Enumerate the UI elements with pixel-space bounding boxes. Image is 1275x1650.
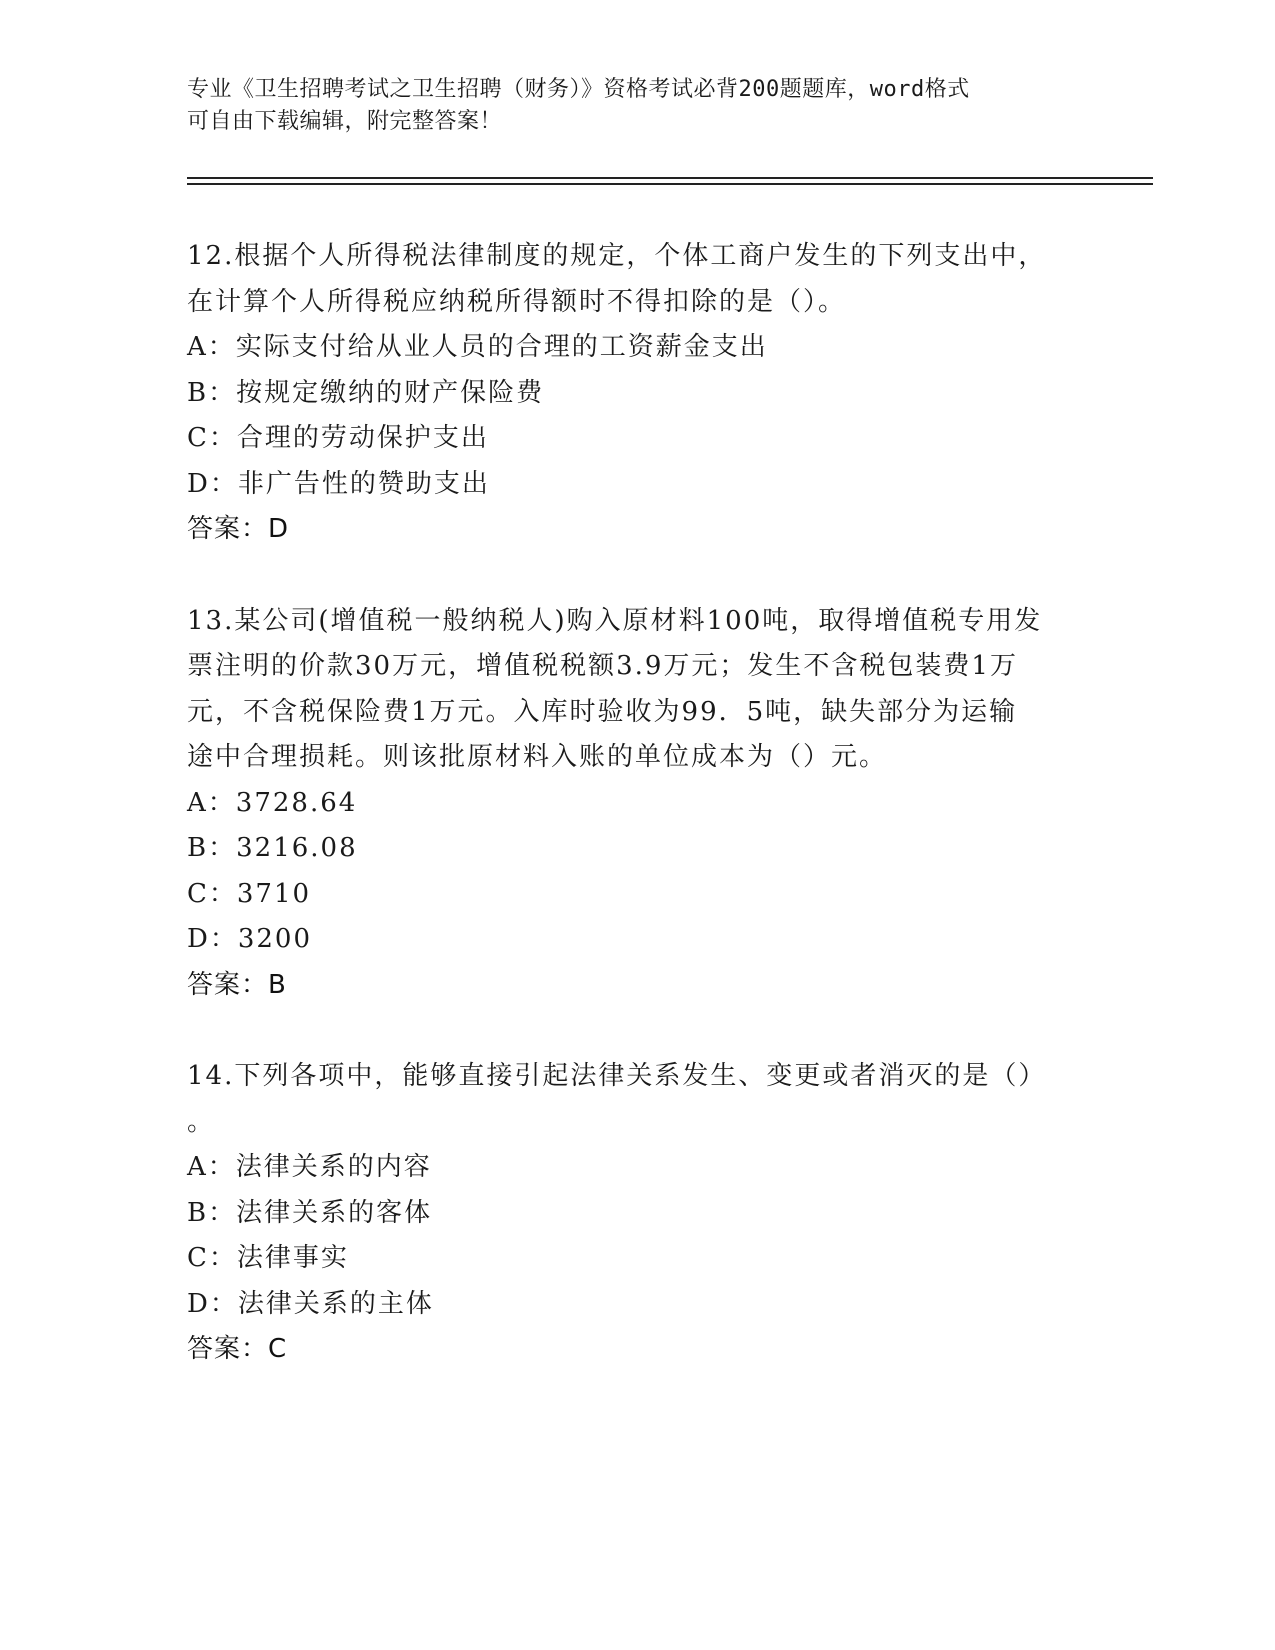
option-c: C：法律事实 bbox=[187, 1243, 349, 1273]
question-13 bbox=[187, 599, 1087, 1009]
header-divider-top bbox=[187, 177, 1153, 179]
question-12 bbox=[187, 234, 1087, 553]
option-a: A：法律关系的内容 bbox=[187, 1152, 432, 1182]
option-a: A：实际支付给从业人员的合理的工资薪金支出 bbox=[187, 332, 768, 362]
question-stem: 途中合理损耗。则该批原材料入账的单位成本为（）元。 bbox=[187, 742, 888, 772]
question-stem: 13.某公司(增值税一般纳税人)购入原材料100吨，取得增值税专用发 bbox=[187, 605, 1043, 636]
option-c: C：合理的劳动保护支出 bbox=[187, 423, 489, 453]
question-stem: 12.根据个人所得税法律制度的规定，个体工商户发生的下列支出中， bbox=[187, 241, 1047, 271]
header-line: 专业《卫生招聘考试之卫生招聘（财务）》资格考试必背200题题库，word格式 bbox=[187, 77, 970, 102]
question-stem: 在计算个人所得税应纳税所得额时不得扣除的是（）。 bbox=[187, 286, 847, 317]
question-stem: 元，不含税保险费1万元。入库时验收为99．5吨，缺失部分为运输 bbox=[187, 696, 1018, 727]
option-a: A：3728.64 bbox=[187, 787, 358, 818]
question-stem: 14.下列各项中，能够直接引起法律关系发生、变更或者消灭的是（） bbox=[187, 1061, 1047, 1091]
option-b: B：按规定缴纳的财产保险费 bbox=[187, 377, 545, 408]
question-stem: 票注明的价款30万元，增值税税额3.9万元；发生不含税包装费1万 bbox=[187, 651, 1018, 681]
option-c: C：3710 bbox=[187, 878, 312, 909]
answer: 答案：B bbox=[187, 969, 287, 1000]
question-stem: 。 bbox=[187, 1106, 216, 1137]
header-divider-bottom bbox=[187, 183, 1153, 185]
option-d: D：非广告性的赞助支出 bbox=[187, 468, 490, 499]
option-b: B：3216.08 bbox=[187, 833, 358, 863]
answer: 答案：D bbox=[187, 514, 290, 544]
option-d: D：3200 bbox=[187, 924, 313, 954]
document-header bbox=[187, 74, 1067, 138]
answer: 答案：C bbox=[187, 1334, 288, 1364]
option-d: D：法律关系的主体 bbox=[187, 1288, 434, 1319]
option-b: B：法律关系的客体 bbox=[187, 1197, 433, 1228]
question-14 bbox=[187, 1054, 1087, 1373]
question-list bbox=[187, 234, 1087, 1419]
header-line: 可自由下载编辑，附完整答案！ bbox=[187, 109, 503, 134]
